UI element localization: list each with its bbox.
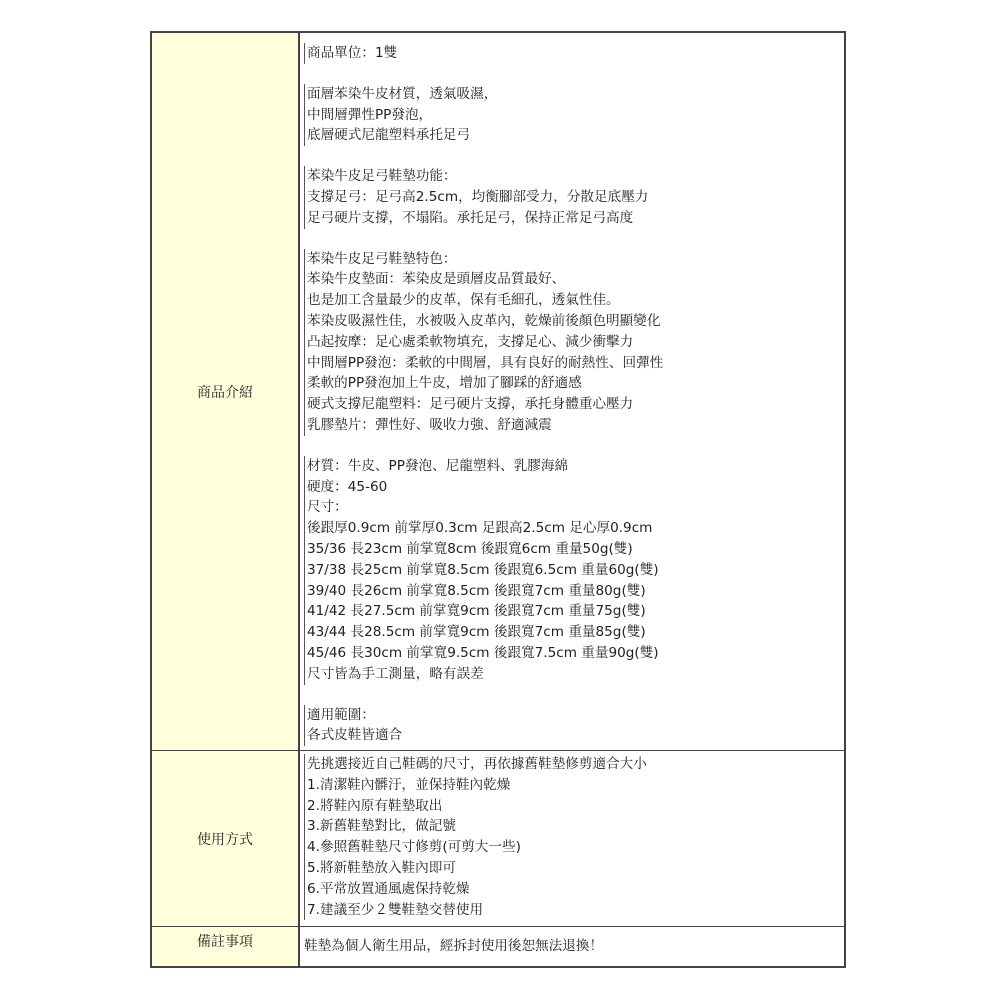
text-line: 苯染牛皮墊面：苯染皮是頭層皮品質最好、	[304, 269, 838, 290]
text-line: 底層硬式尼龍塑料承托足弓	[304, 125, 838, 146]
text-line: 5.將新鞋墊放入鞋內即可	[304, 858, 838, 879]
text-line: 43/44 長28.5cm 前掌寬9cm 後跟寬7cm 重量85g(雙)	[304, 622, 838, 643]
text-line: 也是加工含量最少的皮革，保有毛細孔，透氣性佳。	[304, 290, 838, 311]
text-line: 3.新舊鞋墊對比，做記號	[304, 816, 838, 837]
text-line: 硬度：45-60	[304, 477, 838, 498]
group-spacer	[304, 436, 838, 456]
text-line: 35/36 長23cm 前掌寬8cm 後跟寬6cm 重量50g(雙)	[304, 539, 838, 560]
text-line: 乳膠墊片：彈性好、吸收力強、舒適減震	[304, 415, 838, 436]
text-line: 先挑選接近自己鞋碼的尺寸，再依據舊鞋墊修剪適合大小	[304, 754, 838, 775]
text-line: 1.清潔鞋內髒汙，並保持鞋內乾燥	[304, 775, 838, 796]
text-line: 苯染牛皮足弓鞋墊特色：	[304, 249, 838, 270]
text-line: 中間層彈性PP發泡，	[304, 105, 838, 126]
text-line: 苯染牛皮足弓鞋墊功能：	[304, 166, 838, 187]
row-content	[302, 33, 844, 750]
text-line: 尺寸：	[304, 497, 838, 518]
row-content	[302, 927, 844, 966]
text-line: 支撐足弓：足弓高2.5cm，均衡腳部受力，分散足底壓力	[304, 187, 838, 208]
group-spacer	[304, 685, 838, 705]
text-line: 41/42 長27.5cm 前掌寬9cm 後跟寬7cm 重量75g(雙)	[304, 601, 838, 622]
text-line: 材質：牛皮、PP發泡、尼龍塑料、乳膠海綿	[304, 456, 838, 477]
text-line: 中間層PP發泡：柔軟的中間層，具有良好的耐熱性、回彈性	[304, 353, 838, 374]
text-line: 37/38 長25cm 前掌寬8.5cm 後跟寬6.5cm 重量60g(雙)	[304, 560, 838, 581]
table-row-notes	[152, 927, 844, 966]
text-line: 6.平常放置通風處保持乾燥	[304, 879, 838, 900]
text-group	[304, 84, 838, 146]
text-line: 45/46 長30cm 前掌寬9.5cm 後跟寬7.5cm 重量90g(雙)	[304, 643, 838, 664]
text-group	[304, 43, 838, 64]
text-line: 後跟厚0.9cm 前掌厚0.3cm 足跟高2.5cm 足心厚0.9cm	[304, 518, 838, 539]
text-group	[304, 249, 838, 436]
text-group	[304, 705, 838, 747]
text-group	[304, 936, 603, 957]
text-line: 適用範圍：	[304, 705, 838, 726]
text-line: 7.建議至少２雙鞋墊交替使用	[304, 900, 838, 921]
text-group	[304, 754, 838, 920]
group-spacer	[304, 146, 838, 166]
text-line: 面層苯染牛皮材質，透氣吸濕，	[304, 84, 838, 105]
text-line: 足弓硬片支撐，不塌陷。承托足弓，保持正常足弓高度	[304, 208, 838, 229]
text-line: 4.參照舊鞋墊尺寸修剪(可剪大一些)	[304, 837, 838, 858]
text-group	[304, 166, 838, 228]
group-spacer	[304, 229, 838, 249]
table-row-product-intro	[152, 33, 844, 751]
text-line: 各式皮鞋皆適合	[304, 725, 838, 746]
text-line: 2.將鞋內原有鞋墊取出	[304, 796, 838, 817]
text-line: 苯染皮吸濕性佳，水被吸入皮革內，乾燥前後顏色明顯變化	[304, 311, 838, 332]
group-spacer	[304, 64, 838, 84]
text-line: 凸起按摩：足心處柔軟物填充，支撐足心、減少衝擊力	[304, 332, 838, 353]
text-line: 39/40 長26cm 前掌寬8.5cm 後跟寬7cm 重量80g(雙)	[304, 581, 838, 602]
text-line: 尺寸皆為手工測量，略有誤差	[304, 664, 838, 685]
text-line: 鞋墊為個人衛生用品，經拆封使用後恕無法退換！	[304, 938, 604, 955]
row-label: 備註事項	[152, 927, 300, 966]
row-content	[302, 751, 844, 926]
text-line: 商品單位：1雙	[304, 43, 838, 64]
table-row-usage	[152, 751, 844, 927]
row-label: 商品介紹	[152, 33, 300, 750]
text-line: 柔軟的PP發泡加上牛皮，增加了腳踩的舒適感	[304, 373, 838, 394]
text-group	[304, 456, 838, 685]
text-line: 硬式支撐尼龍塑料：足弓硬片支撐，承托身體重心壓力	[304, 394, 838, 415]
product-info-table	[150, 31, 846, 968]
row-label: 使用方式	[152, 751, 300, 926]
